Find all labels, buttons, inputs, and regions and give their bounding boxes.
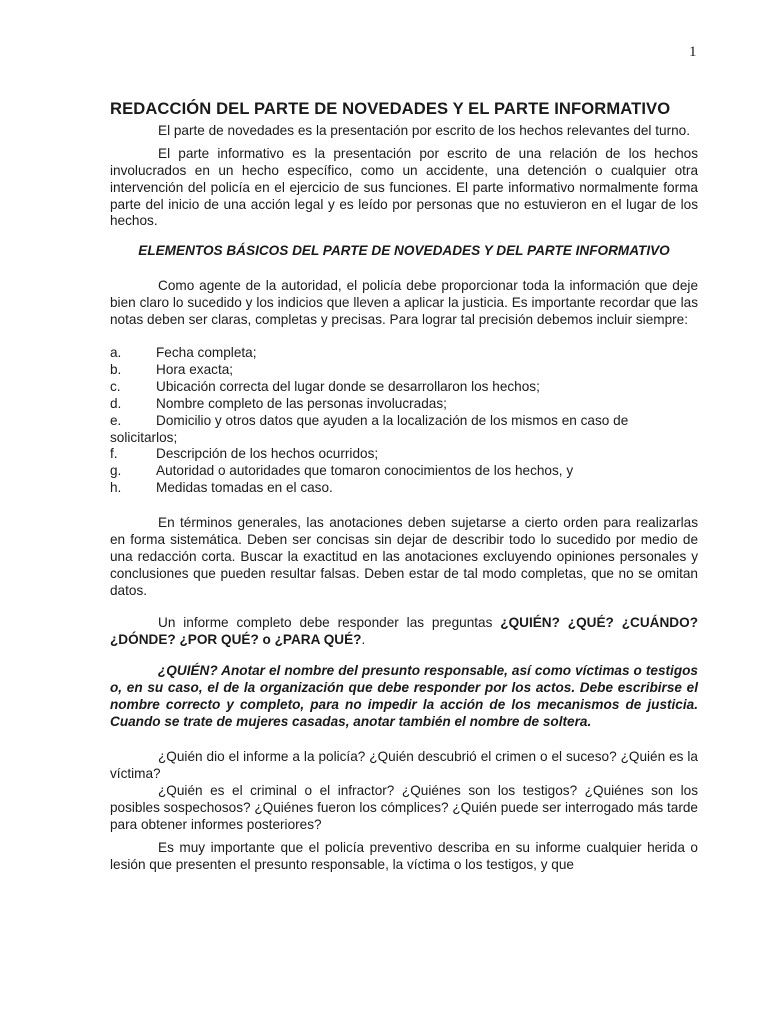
list-item-text: Ubicación correcta del lugar donde se desarrollaron los hechos; xyxy=(156,378,540,394)
paragraph-quien-definition: ¿QUIÉN? Anotar el nombre del presunto responsable, así como víctimas o testigos o, en su caso, el de la organización que debe responder por los actos. Debe escribirse el nombre correcto y completo, para no impedir la acción de los mecanismos de justicia. Cuando se trate de mujeres casadas, anotar también el nombre de soltera. xyxy=(110,663,698,730)
list-item-text: Autoridad o autoridades que tomaron conocimientos de los hechos, y xyxy=(156,463,574,479)
document-title: REDACCIÓN DEL PARTE DE NOVEDADES Y EL PARTE INFORMATIVO xyxy=(110,99,671,118)
list-item-letter: a. xyxy=(110,344,122,360)
list-item xyxy=(110,362,698,379)
document-body xyxy=(110,101,698,873)
list-item-letter: b. xyxy=(110,361,122,377)
list-item-letter: f. xyxy=(110,446,118,462)
paragraph-quien-questions-2: ¿Quién es el criminal o el infractor? ¿Quiénes son los testigos? ¿Quiénes son los posibles sospechosos? ¿Quiénes fueron los cómplices? ¿Quién puede ser interrogado más tarde para obtener informes posteriores? xyxy=(110,782,698,832)
informe-questions: ¿QUIÉN? ¿QUÉ? ¿CUÁNDO? ¿DÓNDE? ¿POR QUÉ? o ¿PARA QUÉ? xyxy=(110,614,698,647)
list-item-letter: h. xyxy=(110,480,122,496)
elements-list xyxy=(110,345,698,497)
informe-end-text: . xyxy=(361,631,366,647)
list-item-text: Descripción de los hechos ocurridos; xyxy=(156,446,379,462)
paragraph-parte-informativo: El parte informativo es la presentación por escrito de una relación de los hechos involucrados en un hecho específico, como un accidente, una detención o cualquier otra intervención del policía en el ejercicio de sus funciones. El parte informativo normalmente forma parte del inicio de una acción legal y es leído por personas que no estuvieron en el lugar de los hechos. xyxy=(110,145,698,229)
paragraph-terminos-generales: En términos generales, las anotaciones deben sujetarse a cierto orden para realizarlas en forma sistemática. Deben ser concisas sin dejar de describir todo lo sucedido por medio de una redacción corta. Buscar la exactitud en las anotaciones excluyendo opiniones personales y conclusiones que pueden resultar falsas. Deben estar de tal modo completas, que no se omitan datos. xyxy=(110,515,698,598)
list-item xyxy=(110,413,698,447)
list-item-letter: g. xyxy=(110,463,122,479)
informe-lead-text: Un informe completo debe responder las preguntas xyxy=(158,614,501,630)
list-item-text: Nombre completo de las personas involucradas; xyxy=(156,395,447,411)
list-item-letter: c. xyxy=(110,378,121,394)
list-item-text: Domicilio y otros datos que ayuden a la localización de los mismos en caso de solicitarlos; xyxy=(110,412,629,445)
paragraph-parte-novedades: El parte de novedades es la presentación por escrito de los hechos relevantes del turno. xyxy=(158,122,690,138)
list-item-text: Hora exacta; xyxy=(156,361,234,377)
list-item xyxy=(110,379,698,396)
list-item xyxy=(110,345,698,362)
paragraph-informe-completo xyxy=(110,615,698,649)
list-item xyxy=(110,396,698,413)
list-item-text: Medidas tomadas en el caso. xyxy=(156,480,333,496)
section-subtitle: ELEMENTOS BÁSICOS DEL PARTE DE NOVEDADES Y DEL PARTE INFORMATIVO xyxy=(138,243,670,259)
paragraph-herida-lesion: Es muy importante que el policía preventivo describa en su informe cualquier herida o lesión que presenten el presunto responsable, la víctima o los testigos, y que xyxy=(110,839,698,872)
list-item-letter: d. xyxy=(110,395,122,411)
paragraph-agente-autoridad: Como agente de la autoridad, el policía debe proporcionar toda la información que deje bien claro lo sucedido y los indicios que lleven a aplicar la justicia. Es importante recordar que las notas deben ser claras, completas y precisas. Para lograr tal precisión debemos incluir siempre: xyxy=(110,278,698,328)
list-item xyxy=(110,480,698,497)
paragraph-quien-questions-1: ¿Quién dio el informe a la policía? ¿Quién descubrió el crimen o el suceso? ¿Quién es la víctima? xyxy=(110,749,698,781)
list-item xyxy=(110,446,698,463)
list-item-text: Fecha completa; xyxy=(156,344,257,360)
page-number: 1 xyxy=(689,44,697,60)
list-item xyxy=(110,463,698,480)
list-item-letter: e. xyxy=(110,412,122,428)
